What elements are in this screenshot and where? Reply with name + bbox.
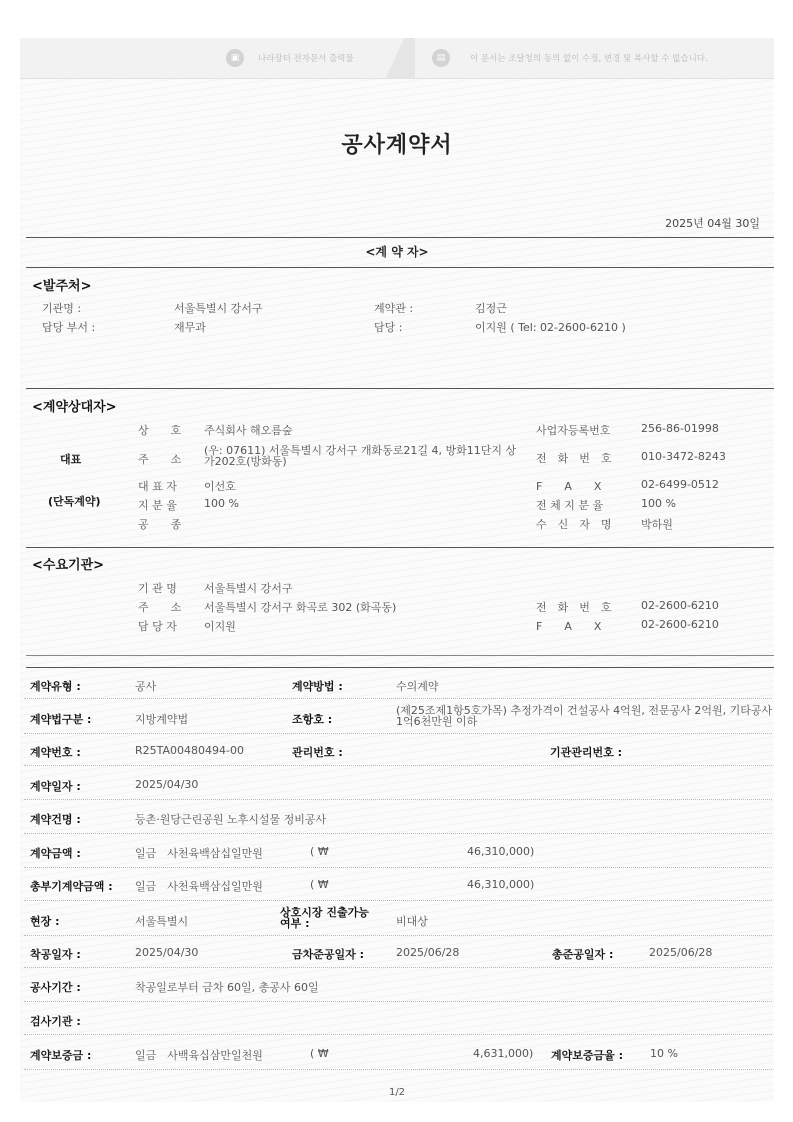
contract-number-value: R25TA00480494-00 — [135, 744, 244, 757]
ceo-value: 이선호 — [204, 480, 236, 493]
printer-icon: ▤ — [432, 49, 450, 67]
divider — [26, 267, 774, 268]
address-value: (우: 07611) 서울특별시 강서구 개화동로21길 4, 방화11단지 상가202호(방화동) — [204, 444, 517, 468]
single-contract-tag: (단독계약) — [48, 495, 101, 508]
contract-law-label: 계약법구분 : — [30, 713, 92, 726]
demand-fax-value: 02-2600-6210 — [641, 618, 719, 631]
banner-right-text: 이 문서는 조달청의 동의 없이 수정, 변경 및 복사할 수 없습니다. — [470, 54, 708, 64]
management-number-label: 관리번호 : — [292, 746, 343, 759]
total-amount-currency: ( ₩ — [310, 878, 329, 891]
row-divider — [24, 698, 772, 699]
divider — [26, 388, 774, 389]
banner-divider — [375, 38, 415, 78]
demand-agency-label: 기 관 명 — [138, 582, 177, 595]
site-label: 현장 : — [30, 915, 60, 928]
fax-value: 02-6499-0512 — [641, 478, 719, 491]
document-icon: ▣ — [226, 49, 244, 67]
divider — [26, 667, 774, 668]
contract-name-label: 계약건명 : — [30, 813, 81, 826]
demand-contact-value: 이지원 — [204, 620, 236, 633]
document-date: 2025년 04월 30일 — [665, 217, 760, 230]
recipient-label: 수 신 자 명 — [536, 518, 612, 531]
contract-amount-number: 46,310,000) — [467, 845, 535, 858]
contract-amount-currency: ( ₩ — [310, 845, 329, 858]
partial-completion-label: 금차준공일자 : — [292, 948, 364, 961]
phone-label: 전 화 번 호 — [536, 452, 612, 465]
document-title: 공사계약서 — [341, 133, 453, 158]
period-value: 착공일로부터 금차 60일, 총공사 60일 — [135, 981, 319, 994]
orderer-dept-value: 재무과 — [174, 321, 206, 334]
row-divider — [24, 967, 772, 968]
share-value: 100 % — [204, 497, 239, 510]
page-number: 1/2 — [388, 1087, 406, 1098]
demand-address-label: 주 소 — [138, 601, 182, 614]
orderer-officer-label: 계약관 : — [374, 302, 414, 315]
demand-heading: <수요기관> — [32, 558, 105, 573]
demand-phone-value: 02-2600-6210 — [641, 599, 719, 612]
mutual-market-value: 비대상 — [396, 915, 428, 928]
divider — [26, 237, 774, 238]
deposit-label: 계약보증금 : — [30, 1049, 92, 1062]
total-share-value: 100 % — [641, 497, 676, 510]
row-divider — [24, 1069, 772, 1070]
agency-management-number-label: 기관관리번호 : — [550, 746, 622, 759]
demand-fax-label: F A X — [536, 620, 602, 633]
deposit-currency: ( ₩ — [310, 1047, 329, 1060]
divider — [26, 655, 774, 656]
row-divider — [24, 733, 772, 734]
contract-number-label: 계약번호 : — [30, 746, 81, 759]
row-divider — [24, 833, 772, 834]
share-label: 지 분 율 — [138, 499, 177, 512]
deposit-rate-label: 계약보증금율 : — [551, 1049, 623, 1062]
clause-value: (제25조제1항5호가목) 추정가격이 건설공사 4억원, 전문공사 2억원, 기타공사 1억6천만원 이하 — [396, 704, 773, 728]
inspection-label: 검사기관 : — [30, 1015, 81, 1028]
demand-contact-label: 담 당 자 — [138, 620, 177, 633]
demand-address-value: 서울특별시 강서구 화곡로 302 (화곡동) — [204, 601, 397, 614]
representative-tag: 대표 — [60, 453, 82, 466]
period-label: 공사기간 : — [30, 981, 81, 994]
parties-heading: <계 약 자> — [365, 245, 429, 259]
row-divider — [24, 935, 772, 936]
banner-left-text: 나라장터 전자문서 출력물 — [258, 54, 354, 64]
fax-label: F A X — [536, 480, 602, 493]
final-completion-label: 총준공일자 : — [552, 948, 614, 961]
deposit-rate-value: 10 % — [650, 1047, 678, 1060]
partial-completion-value: 2025/06/28 — [396, 946, 460, 959]
ceo-label: 대 표 자 — [138, 480, 177, 493]
row-divider — [24, 799, 772, 800]
phone-value: 010-3472-8243 — [641, 450, 726, 463]
contract-type-value: 공사 — [135, 680, 157, 693]
counterparty-heading: <계약상대자> — [32, 400, 117, 415]
contract-date-value: 2025/04/30 — [135, 778, 199, 791]
company-value: 주식회사 해오름숲 — [204, 424, 293, 437]
deposit-number: 4,631,000) — [473, 1047, 534, 1060]
bizno-value: 256-86-01998 — [641, 422, 719, 435]
orderer-contact-label: 담당 : — [374, 321, 403, 334]
orderer-agency-label: 기관명 : — [42, 302, 82, 315]
work-type-label: 공 종 — [138, 518, 182, 531]
start-date-value: 2025/04/30 — [135, 946, 199, 959]
divider — [26, 547, 774, 548]
site-value: 서울특별시 — [135, 915, 189, 928]
orderer-contact-value: 이지원 ( Tel: 02-2600-6210 ) — [475, 321, 626, 334]
print-banner — [20, 38, 774, 79]
contract-method-label: 계약방법 : — [292, 680, 343, 693]
total-amount-label: 총부기계약금액 : — [30, 880, 113, 893]
start-date-label: 착공일자 : — [30, 948, 81, 961]
demand-phone-label: 전 화 번 호 — [536, 601, 612, 614]
total-amount-number: 46,310,000) — [467, 878, 535, 891]
contract-amount-words: 일금 사천육백삼십일만원 — [135, 847, 263, 860]
orderer-agency-value: 서울특별시 강서구 — [174, 302, 263, 315]
address-label: 주 소 — [138, 453, 182, 466]
row-divider — [24, 900, 772, 901]
bizno-label: 사업자등록번호 — [536, 424, 611, 437]
row-divider — [24, 1001, 772, 1002]
contract-method-value: 수의계약 — [396, 680, 439, 693]
contract-name-value: 등촌·원당근린공원 노후시설물 정비공사 — [135, 813, 327, 826]
final-completion-value: 2025/06/28 — [649, 946, 713, 959]
orderer-dept-label: 담당 부서 : — [42, 321, 96, 334]
contract-date-label: 계약일자 : — [30, 780, 81, 793]
contract-type-label: 계약유형 : — [30, 680, 81, 693]
contract-amount-label: 계약금액 : — [30, 847, 81, 860]
deposit-words: 일금 사백육십삼만일천원 — [135, 1049, 263, 1062]
orderer-heading: <발주처> — [32, 279, 92, 294]
contract-law-value: 지방계약법 — [135, 713, 189, 726]
orderer-officer-value: 김정근 — [475, 302, 507, 315]
company-label: 상 호 — [138, 424, 182, 437]
total-amount-words: 일금 사천육백삼십일만원 — [135, 880, 263, 893]
row-divider — [24, 1034, 772, 1035]
total-share-label: 전 체 지 분 율 — [536, 499, 604, 512]
row-divider — [24, 867, 772, 868]
clause-label: 조항호 : — [292, 713, 333, 726]
document-page — [20, 38, 774, 1102]
mutual-market-label: 상호시장 진출가능 여부 : — [280, 906, 369, 930]
row-divider — [24, 765, 772, 766]
recipient-value: 박하원 — [641, 518, 673, 531]
demand-agency-value: 서울특별시 강서구 — [204, 582, 293, 595]
